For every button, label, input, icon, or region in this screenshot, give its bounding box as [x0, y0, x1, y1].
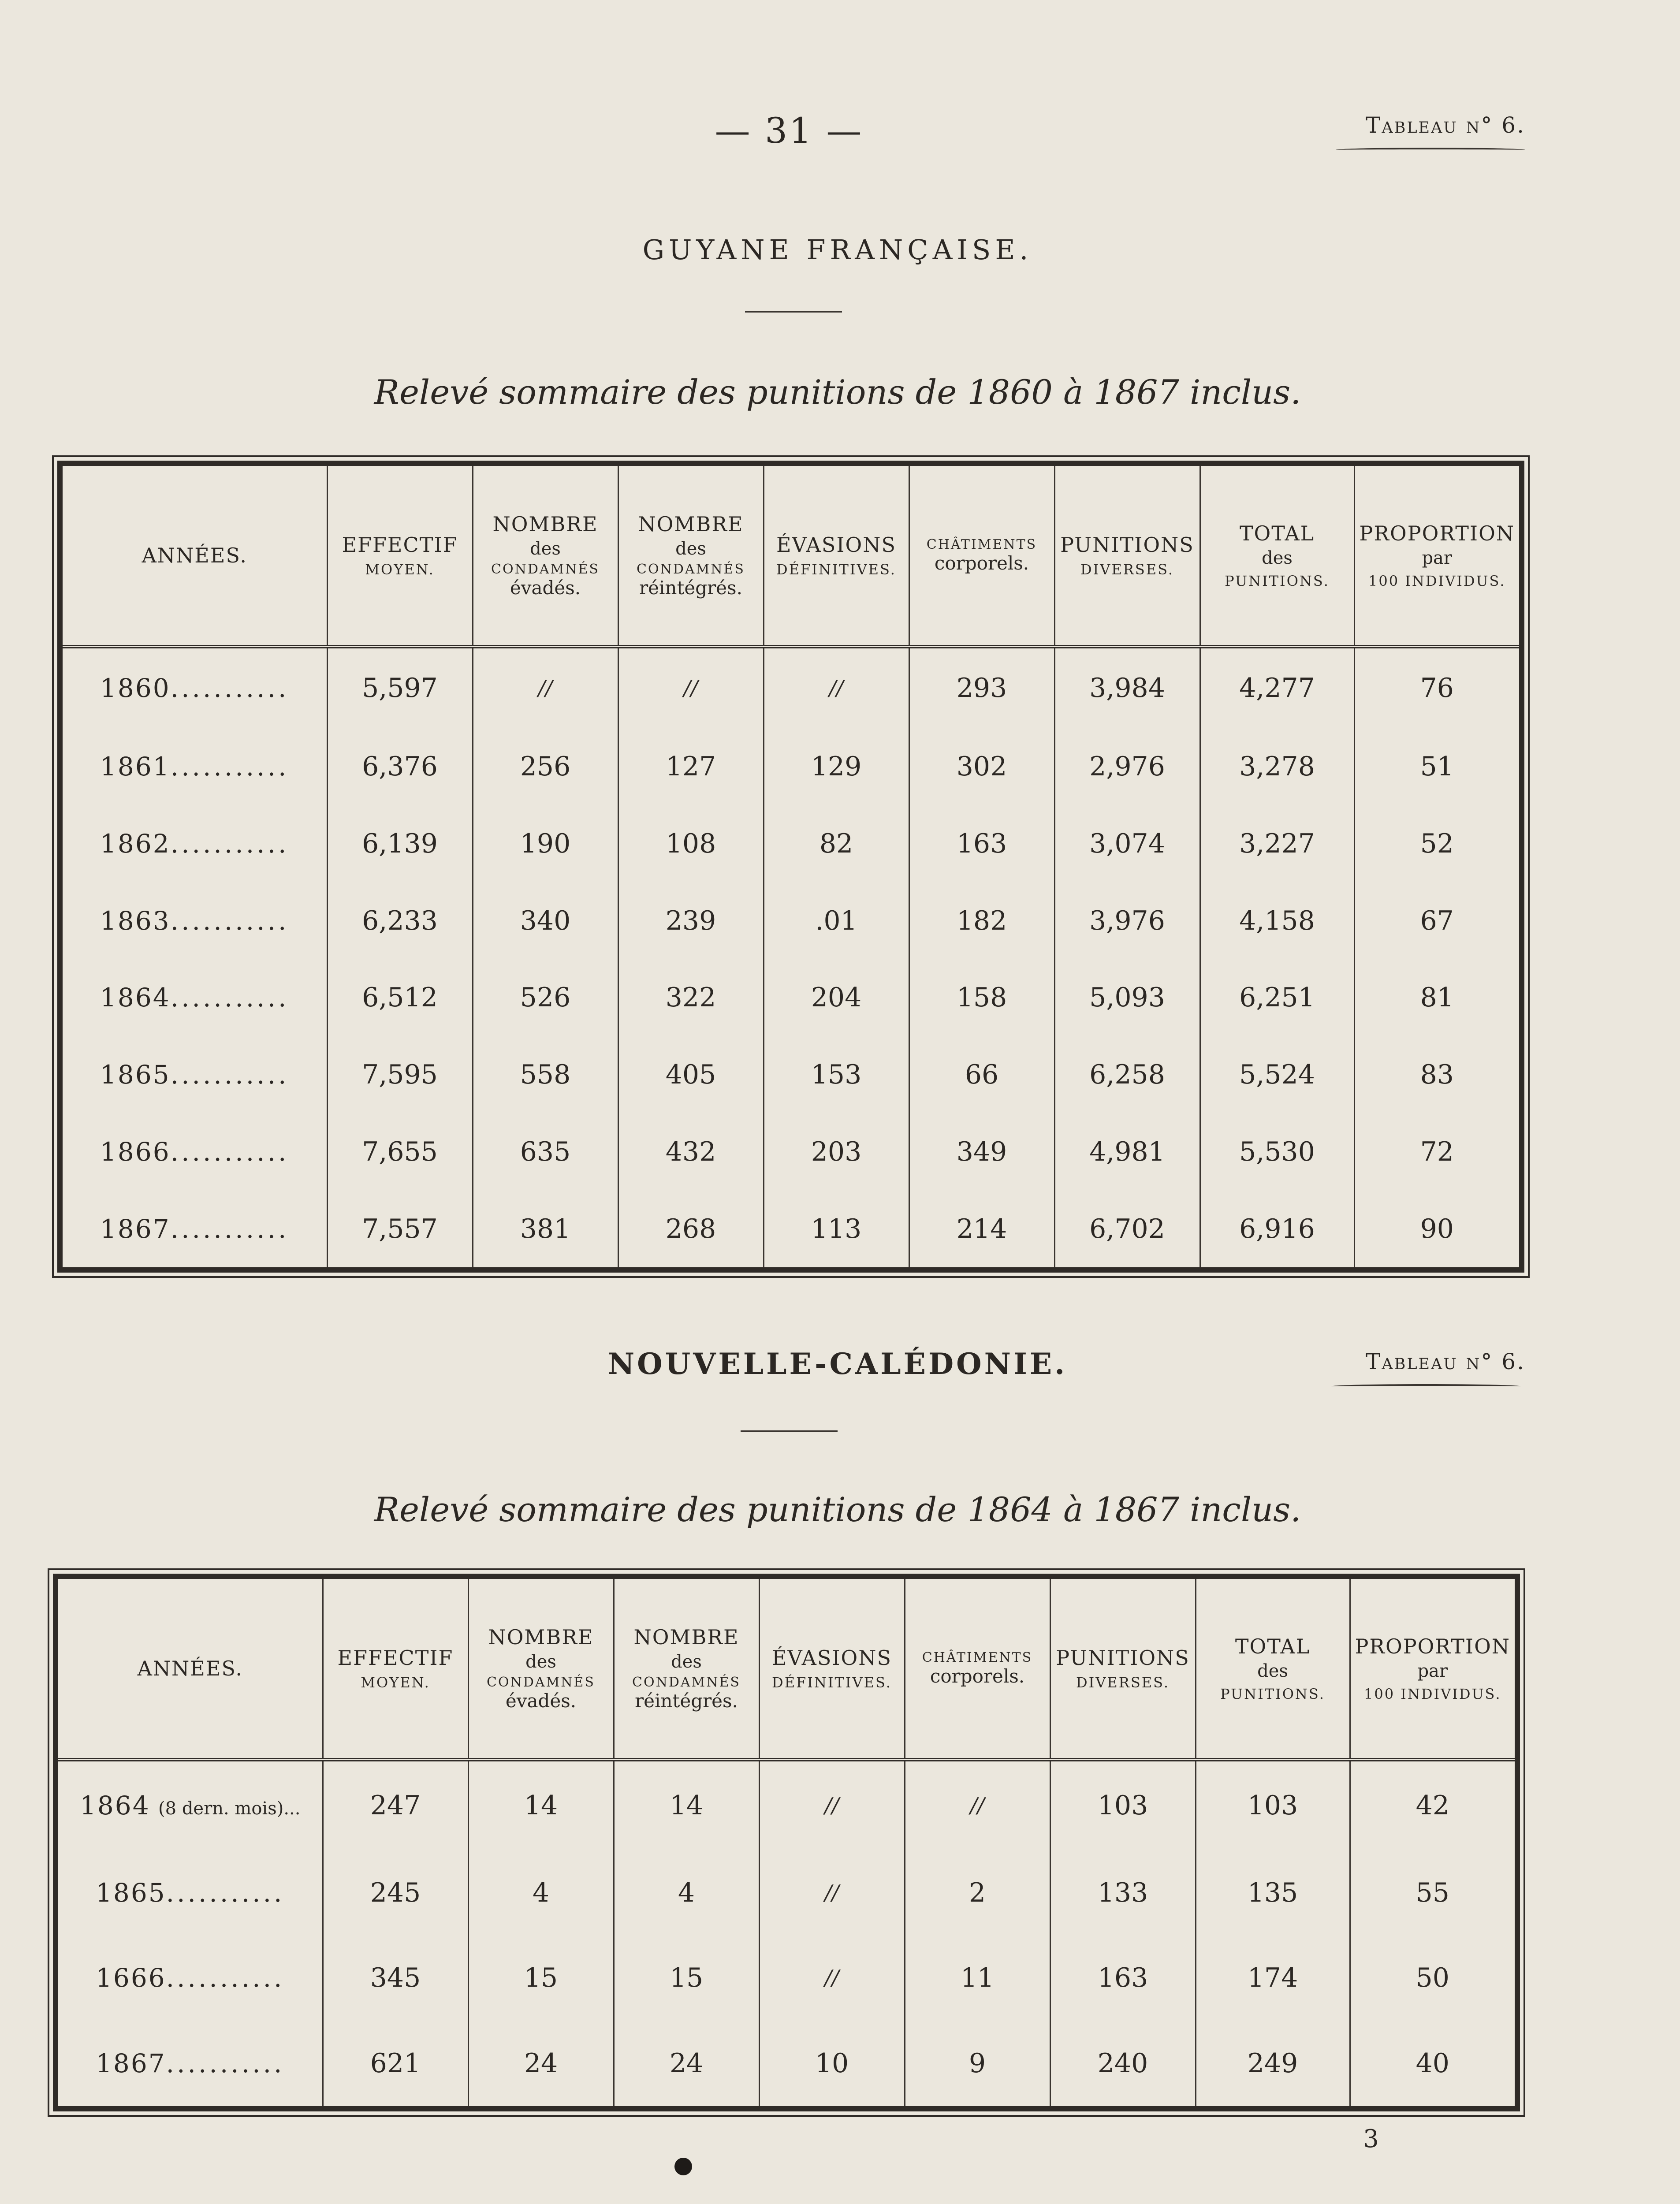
- col-total: TOTAL des PUNITIONS.: [1196, 1579, 1350, 1760]
- year-cell: [63, 882, 327, 959]
- cell-evasions: 204: [764, 959, 909, 1036]
- col-effectif: EFFECTIF MOYEN.: [323, 1579, 468, 1760]
- year-cell: [58, 1760, 323, 1850]
- leader-dots: ...........: [170, 828, 289, 859]
- cell-diverses: 163: [1050, 1936, 1196, 2021]
- cell-effectif: 621: [323, 2021, 468, 2106]
- year-cell: [63, 1036, 327, 1113]
- cell-evasions: //: [759, 1760, 905, 1850]
- cell-proportion: 52: [1354, 805, 1519, 882]
- cell-reintegres: 108: [618, 805, 764, 882]
- year-cell: [58, 2021, 323, 2106]
- section-title-guyane: GUYANE FRANÇAISE.: [642, 234, 1033, 266]
- cell-evasions: 129: [764, 728, 909, 805]
- leader-dots: ...........: [170, 673, 289, 704]
- table-caledonie-body: [58, 1760, 1515, 2106]
- table-row: [63, 1036, 1519, 1113]
- year-label: 1862: [100, 828, 171, 859]
- cell-diverses: 2,976: [1054, 728, 1200, 805]
- cell-reintegres: 268: [618, 1190, 764, 1267]
- cell-evades: 526: [473, 959, 618, 1036]
- cell-chatiments: 214: [909, 1190, 1054, 1267]
- cell-proportion: 83: [1354, 1036, 1519, 1113]
- col-punitions: PUNITIONS DIVERSES.: [1054, 466, 1200, 647]
- cell-reintegres: 24: [614, 2021, 759, 2106]
- cell-diverses: 3,984: [1054, 647, 1200, 728]
- cell-effectif: 345: [323, 1936, 468, 2021]
- cell-reintegres: 127: [618, 728, 764, 805]
- cell-effectif: 245: [323, 1850, 468, 1936]
- cell-diverses: 103: [1050, 1760, 1196, 1850]
- cell-proportion: 72: [1354, 1113, 1519, 1190]
- table-header-row: [58, 1579, 1515, 1760]
- leader-dots: ...........: [170, 905, 289, 936]
- year-label: 1861: [100, 752, 171, 782]
- cell-evasions: .01: [764, 882, 909, 959]
- cell-chatiments: 293: [909, 647, 1054, 728]
- table-row: [63, 1190, 1519, 1267]
- cell-evades: 15: [468, 1936, 614, 2021]
- cell-evasions: //: [759, 1850, 905, 1936]
- cell-effectif: 6,376: [327, 728, 473, 805]
- col-proportion: PROPORTION par 100 INDIVIDUS.: [1354, 466, 1519, 647]
- cell-effectif: 247: [323, 1760, 468, 1850]
- cell-effectif: 6,512: [327, 959, 473, 1036]
- signature-number: 3: [1363, 2125, 1379, 2153]
- cell-total: 6,251: [1200, 959, 1354, 1036]
- cell-effectif: 5,597: [327, 647, 473, 728]
- year-label: 1867: [100, 1214, 171, 1244]
- table-caledonie: [53, 1574, 1520, 2111]
- cell-evades: 558: [473, 1036, 618, 1113]
- year-cell: [63, 959, 327, 1036]
- cell-reintegres: 239: [618, 882, 764, 959]
- table-row: [63, 959, 1519, 1036]
- cell-proportion: 42: [1350, 1760, 1515, 1850]
- year-label: 1865: [96, 1877, 166, 1908]
- tableau-reference-underline: [1336, 148, 1525, 152]
- cell-effectif: 7,595: [327, 1036, 473, 1113]
- col-punitions: PUNITIONS DIVERSES.: [1050, 1579, 1196, 1760]
- year-note: (8 dern. mois)...: [158, 1798, 301, 1819]
- leader-dots: ...........: [170, 1214, 289, 1244]
- tableau-reference: Tableau n° 6.: [1365, 1349, 1525, 1374]
- table-header-row: [63, 466, 1519, 647]
- col-condamnes-evades: NOMBRE des CONDAMNÉS évadés.: [468, 1579, 614, 1760]
- table-guyane-body: [63, 647, 1519, 1267]
- cell-total: 5,530: [1200, 1113, 1354, 1190]
- cell-diverses: 3,976: [1054, 882, 1200, 959]
- leader-dots: ...........: [166, 2048, 285, 2079]
- cell-chatiments: 302: [909, 728, 1054, 805]
- cell-diverses: 240: [1050, 2021, 1196, 2106]
- year-cell: [63, 805, 327, 882]
- cell-effectif: 7,655: [327, 1113, 473, 1190]
- leader-dots: ...........: [170, 1060, 289, 1090]
- col-evasions: ÉVASIONS DÉFINITIVES.: [764, 466, 909, 647]
- leader-dots: ...........: [166, 1877, 285, 1908]
- year-label: 1864: [80, 1791, 150, 1821]
- cell-evades: 4: [468, 1850, 614, 1936]
- cell-total: 4,158: [1200, 882, 1354, 959]
- col-total: TOTAL des PUNITIONS.: [1200, 466, 1354, 647]
- table-row: [63, 1113, 1519, 1190]
- cell-reintegres: 405: [618, 1036, 764, 1113]
- cell-total: 3,227: [1200, 805, 1354, 882]
- leader-dots: ...........: [166, 1963, 285, 1993]
- tableau-reference-underline: [1331, 1384, 1521, 1389]
- cell-evades: 635: [473, 1113, 618, 1190]
- cell-diverses: 5,093: [1054, 959, 1200, 1036]
- year-cell: [58, 1936, 323, 2021]
- cell-evades: 24: [468, 2021, 614, 2106]
- cell-chatiments: 163: [909, 805, 1054, 882]
- title-divider: [745, 311, 842, 313]
- col-chatiments: CHÂTIMENTS corporels.: [905, 1579, 1050, 1760]
- year-cell: [58, 1850, 323, 1936]
- cell-proportion: 67: [1354, 882, 1519, 959]
- cell-effectif: 6,233: [327, 882, 473, 959]
- cell-evasions: 82: [764, 805, 909, 882]
- cell-chatiments: 349: [909, 1113, 1054, 1190]
- cell-proportion: 50: [1350, 1936, 1515, 2021]
- cell-evasions: 153: [764, 1036, 909, 1113]
- cell-total: 4,277: [1200, 647, 1354, 728]
- table-row: [58, 2021, 1515, 2106]
- cell-effectif: 7,557: [327, 1190, 473, 1267]
- year-cell: [63, 1190, 327, 1267]
- section-subtitle-caledonie: Relevé sommaire des punitions de 1864 à 1867 inclus.: [374, 1490, 1301, 1529]
- cell-proportion: 90: [1354, 1190, 1519, 1267]
- cell-effectif: 6,139: [327, 805, 473, 882]
- cell-proportion: 76: [1354, 647, 1519, 728]
- cell-chatiments: 2: [905, 1850, 1050, 1936]
- table-row: [63, 647, 1519, 728]
- year-cell: [63, 647, 327, 728]
- year-label: 1865: [100, 1060, 171, 1090]
- cell-reintegres: //: [618, 647, 764, 728]
- leader-dots: ...........: [170, 1136, 289, 1167]
- year-cell: [63, 1113, 327, 1190]
- table-guyane: [57, 461, 1524, 1273]
- cell-evades: 256: [473, 728, 618, 805]
- table-row: [63, 805, 1519, 882]
- ink-dot: [674, 2158, 692, 2175]
- cell-diverses: 3,074: [1054, 805, 1200, 882]
- cell-chatiments: 158: [909, 959, 1054, 1036]
- cell-total: 103: [1196, 1760, 1350, 1850]
- table-row: [58, 1850, 1515, 1936]
- cell-evasions: //: [759, 1936, 905, 2021]
- cell-reintegres: 322: [618, 959, 764, 1036]
- page-number: — 31 —: [715, 110, 864, 151]
- year-label: 1863: [100, 905, 171, 936]
- col-effectif: EFFECTIF MOYEN.: [327, 466, 473, 647]
- col-condamnes-evades: NOMBRE des CONDAMNÉS évadés.: [473, 466, 618, 647]
- cell-evades: //: [473, 647, 618, 728]
- cell-diverses: 133: [1050, 1850, 1196, 1936]
- cell-proportion: 81: [1354, 959, 1519, 1036]
- cell-reintegres: 4: [614, 1850, 759, 1936]
- year-label: 1860: [100, 673, 171, 704]
- cell-total: 6,916: [1200, 1190, 1354, 1267]
- section-subtitle-guyane: Relevé sommaire des punitions de 1860 à 1867 inclus.: [374, 372, 1301, 412]
- tableau-reference: Tableau n° 6.: [1365, 112, 1525, 138]
- cell-evades: 14: [468, 1760, 614, 1850]
- col-evasions: ÉVASIONS DÉFINITIVES.: [759, 1579, 905, 1760]
- table-row: [58, 1760, 1515, 1850]
- year-label: 1867: [96, 2048, 166, 2079]
- col-condamnes-reintegres: NOMBRE des CONDAMNÉS réintégrés.: [618, 466, 764, 647]
- col-chatiments: CHÂTIMENTS corporels.: [909, 466, 1054, 647]
- cell-total: 135: [1196, 1850, 1350, 1936]
- cell-reintegres: 14: [614, 1760, 759, 1850]
- year-label: 1666: [96, 1963, 166, 1993]
- cell-chatiments: 9: [905, 2021, 1050, 2106]
- cell-diverses: 6,258: [1054, 1036, 1200, 1113]
- cell-evasions: 113: [764, 1190, 909, 1267]
- cell-reintegres: 15: [614, 1936, 759, 2021]
- cell-evades: 190: [473, 805, 618, 882]
- cell-chatiments: 182: [909, 882, 1054, 959]
- cell-total: 5,524: [1200, 1036, 1354, 1113]
- cell-chatiments: 66: [909, 1036, 1054, 1113]
- cell-proportion: 55: [1350, 1850, 1515, 1936]
- col-annees: ANNÉES.: [58, 1579, 323, 1760]
- cell-diverses: 6,702: [1054, 1190, 1200, 1267]
- cell-evasions: 10: [759, 2021, 905, 2106]
- col-condamnes-reintegres: NOMBRE des CONDAMNÉS réintégrés.: [614, 1579, 759, 1760]
- cell-evades: 381: [473, 1190, 618, 1267]
- cell-proportion: 40: [1350, 2021, 1515, 2106]
- col-annees: ANNÉES.: [63, 466, 327, 647]
- cell-evades: 340: [473, 882, 618, 959]
- cell-proportion: 51: [1354, 728, 1519, 805]
- section-title-caledonie: NOUVELLE-CALÉDONIE.: [607, 1347, 1068, 1381]
- cell-total: 249: [1196, 2021, 1350, 2106]
- cell-total: 174: [1196, 1936, 1350, 2021]
- leader-dots: ...........: [170, 752, 289, 782]
- year-label: 1864: [100, 983, 171, 1013]
- year-cell: [63, 728, 327, 805]
- cell-diverses: 4,981: [1054, 1113, 1200, 1190]
- title-divider: [741, 1430, 838, 1432]
- table-row: [63, 728, 1519, 805]
- cell-chatiments: //: [905, 1760, 1050, 1850]
- year-label: 1866: [100, 1136, 171, 1167]
- col-proportion: PROPORTION par 100 INDIVIDUS.: [1350, 1579, 1515, 1760]
- cell-evasions: 203: [764, 1113, 909, 1190]
- table-row: [63, 882, 1519, 959]
- cell-chatiments: 11: [905, 1936, 1050, 2021]
- leader-dots: ...........: [170, 983, 289, 1013]
- cell-evasions: //: [764, 647, 909, 728]
- cell-reintegres: 432: [618, 1113, 764, 1190]
- cell-total: 3,278: [1200, 728, 1354, 805]
- table-row: [58, 1936, 1515, 2021]
